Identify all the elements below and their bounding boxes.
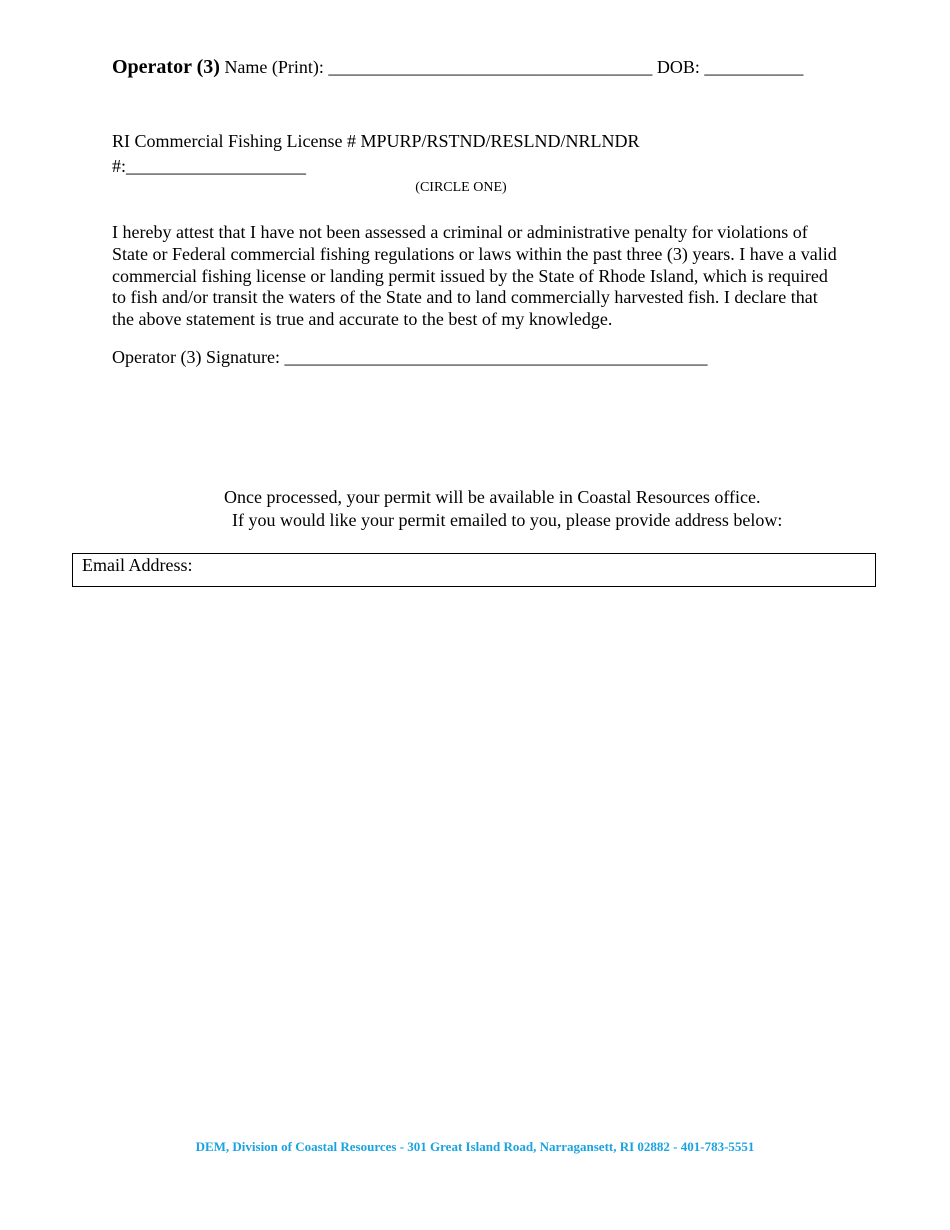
name-underline-segment: ____ [445,57,482,77]
license-number-field: #:____________________ [112,156,307,176]
operator-name-dob-line [112,56,803,79]
name-print-label: Name (Print): _____________ [219,57,446,77]
license-type-label: RI Commercial Fishing License # MPURP/RSTND/RESLND/NRLNDR [112,131,640,151]
dob-label: ___________________ DOB: ___________ [481,57,804,77]
page-footer: DEM, Division of Coastal Resources - 301 Great Island Road, Narragansett, RI 02882 - 401-783-5551 [195,1139,755,1154]
circle-one-note: (CIRCLE ONE) [415,180,507,195]
processing-note-line-1: Once processed, your permit will be available in Coastal Resources office. [224,487,761,507]
email-address-field[interactable] [72,553,876,587]
processing-note-line-2: If you would like your permit emailed to you, please provide address below: [232,510,783,530]
attestation-paragraph: I hereby attest that I have not been assessed a criminal or administrative penalty for violations of State or Federal commercial fishing regulations or laws within the past three (3) years. I have a valid commercial fishing license or landing permit issued by the State of Rhode Island, which is required to fish and/or transit the waters of the State and to land commercially harvested fish. I declare that the above statement is true and accurate to the best of my knowledge. [112,222,837,330]
operator-signature-line: Operator (3) Signature: _______________________________________________ [112,347,708,367]
operator-heading: Operator (3) [112,56,220,78]
email-address-label: Email Address: [82,555,193,575]
